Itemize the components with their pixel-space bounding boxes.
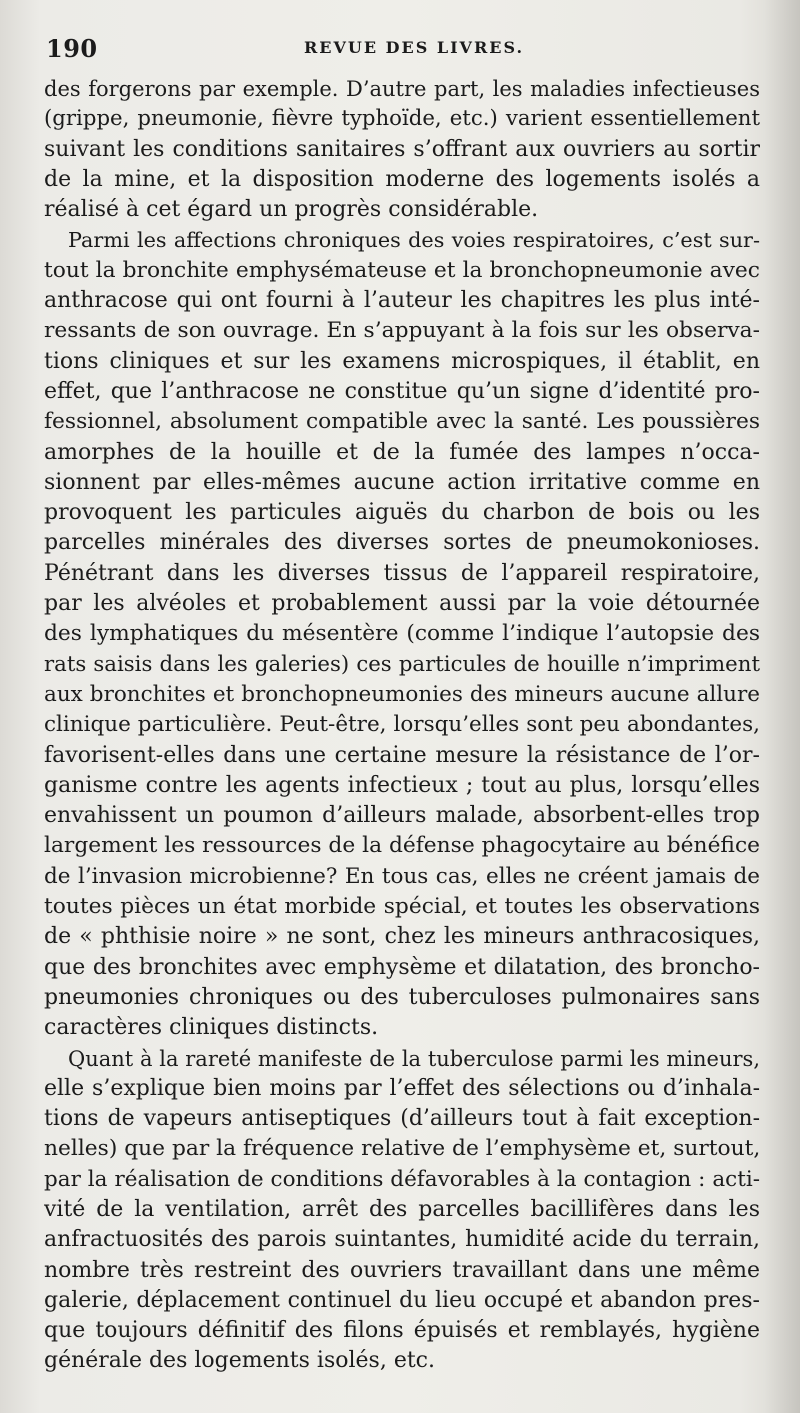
text-line: des forgerons par exemple. D’autre part, les maladies infectieuses: [44, 77, 760, 101]
text-line: tout la bronchite emphysémateuse et la bronchopneumonie avec: [44, 257, 760, 283]
body-text: [44, 74, 760, 1377]
text-line: réalisé à cet égard un progrès considérable.: [44, 197, 539, 223]
text-line: favorisent-elles dans une certaine mesure la résistance de l’or-: [44, 742, 760, 768]
text-line: de « phthisie noire » ne sont, chez les mineurs anthracosiques,: [44, 924, 760, 950]
page-header: [46, 34, 756, 66]
text-line: effet, que l’anthracose ne constitue qu’un signe d’identité pro-: [44, 378, 760, 404]
text-line: de la mine, et la disposition moderne des logements isolés a: [44, 166, 760, 192]
running-head: REVUE DES LIVRES.: [304, 38, 525, 57]
text-line: largement les ressources de la défense phagocytaire au bénéfice: [44, 833, 760, 859]
text-line: tions cliniques et sur les examens microspiques, il établit, en: [44, 348, 760, 374]
text-line: Parmi les affections chroniques des voies respiratoires, c’est sur-: [68, 228, 760, 253]
text-line: anfractuosités des parois suintantes, humidité acide du terrain,: [44, 1227, 760, 1253]
text-line: pneumonies chroniques ou des tuberculoses pulmonaires sans: [44, 984, 760, 1010]
text-line: aux bronchites et bronchopneumonies des mineurs aucune allure: [44, 681, 760, 707]
text-line: provoquent les particules aiguës du charbon de bois ou les: [44, 500, 760, 526]
text-line: clinique particulière. Peut-être, lorsqu’elles sont peu abondantes,: [44, 712, 760, 738]
text-line: envahissent un poumon d’ailleurs malade, absorbent-elles trop: [44, 803, 760, 829]
text-line: parcelles minérales des diverses sortes de pneumokonioses.: [44, 530, 760, 556]
page-edge-shadow: [764, 0, 800, 1413]
text-line: elle s’explique bien moins par l’effet des sélections ou d’inhala-: [44, 1075, 760, 1101]
text-line: suivant les conditions sanitaires s’offrant aux ouvriers au sortir: [44, 136, 760, 162]
text-line: ressants de son ouvrage. En s’appuyant à la fois sur les observa-: [44, 318, 760, 344]
text-line: par la réalisation de conditions défavorables à la contagion : acti-: [44, 1166, 760, 1192]
text-line: nelles) que par la fréquence relative de l’emphysème et, surtout,: [44, 1136, 760, 1162]
text-line: générale des logements isolés, etc.: [44, 1348, 435, 1374]
text-line: que des bronchites avec emphysème et dilatation, des broncho-: [44, 954, 760, 980]
text-line: Quant à la rareté manifeste de la tuberculose parmi les mineurs,: [68, 1046, 760, 1071]
text-line: vité de la ventilation, arrêt des parcelles bacillifères dans les: [44, 1196, 760, 1222]
text-line: Pénétrant dans les diverses tissus de l’appareil respiratoire,: [44, 560, 760, 586]
text-line: sionnent par elles-mêmes aucune action irritative comme en: [44, 469, 760, 495]
text-line: des lymphatiques du mésentère (comme l’indique l’autopsie des: [44, 621, 760, 647]
text-line: nombre très restreint des ouvriers travaillant dans une même: [44, 1257, 760, 1283]
text-line: fessionnel, absolument compatible avec la santé. Les poussières: [44, 409, 760, 435]
text-line: que toujours définitif des filons épuisés et remblayés, hygiène: [44, 1318, 760, 1344]
text-line: de l’invasion microbienne? En tous cas, elles ne créent jamais de: [44, 863, 760, 889]
text-line: ganisme contre les agents infectieux ; tout au plus, lorsqu’elles: [44, 772, 760, 798]
text-line: rats saisis dans les galeries) ces particules de houille n’impriment: [44, 651, 760, 677]
page-number: 190: [46, 34, 98, 63]
text-line: galerie, déplacement continuel du lieu occupé et abandon pres-: [44, 1287, 760, 1313]
text-line: (grippe, pneumonie, fièvre typhoïde, etc.) varient essentiellement: [44, 106, 760, 132]
text-line: caractères cliniques distincts.: [44, 1015, 379, 1041]
text-line: anthracose qui ont fourni à l’auteur les chapitres les plus inté-: [44, 288, 760, 314]
text-line: toutes pièces un état morbide spécial, et toutes les observations: [44, 894, 760, 920]
text-line: par les alvéoles et probablement aussi par la voie détournée: [44, 591, 760, 617]
text-line: tions de vapeurs antiseptiques (d’ailleurs tout à fait exception-: [44, 1106, 760, 1132]
text-line: amorphes de la houille et de la fumée des lampes n’occa-: [44, 439, 760, 465]
